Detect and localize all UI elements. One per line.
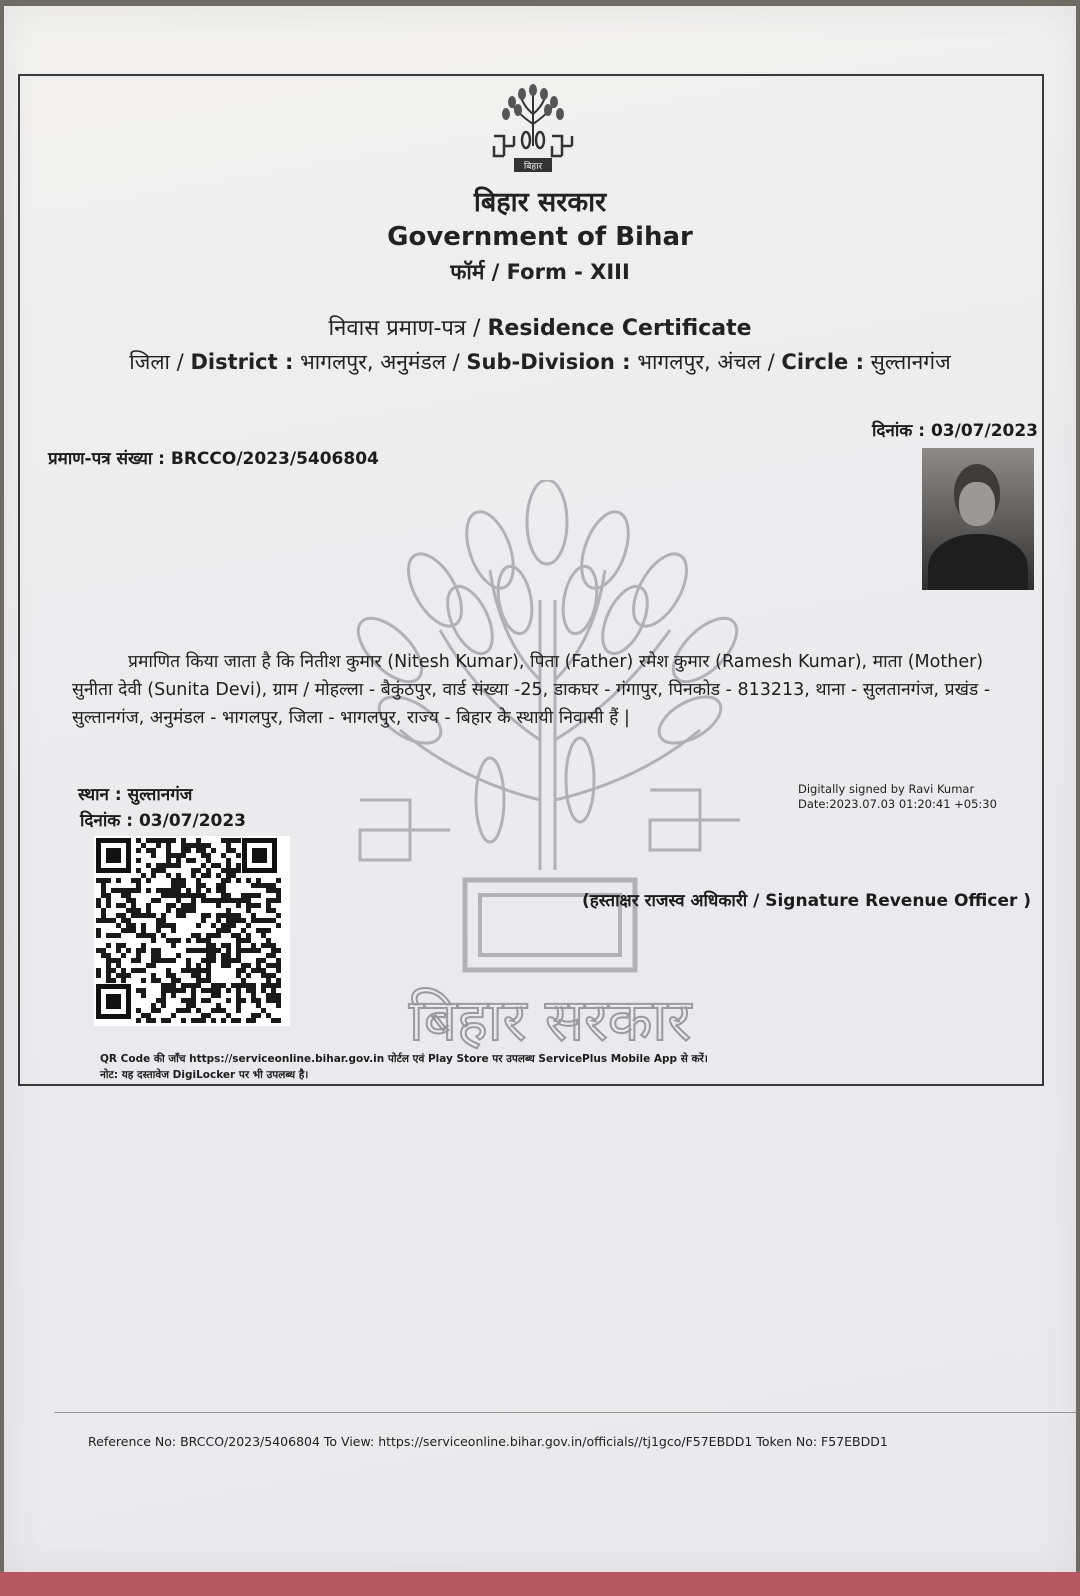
bodhi-tree-watermark-icon [340, 480, 760, 1070]
reference-line: Reference No: BRCCO/2023/5406804 To View: https://serviceonline.bihar.gov.in/officials//tj1gco/F57EBDD1 Token No: F57EBDD1 [88, 1434, 888, 1449]
certificate-title-hindi: निवास प्रमाण-पत्र / [328, 316, 481, 341]
signature-label: (हस्ताक्षर राजस्व अधिकारी / Signature Revenue Officer ) [582, 891, 1032, 911]
certificate-title-english: Residence Certificate [487, 316, 752, 341]
circle-label-hindi: अंचल / [717, 350, 775, 374]
emblem-label: बिहार [523, 162, 543, 172]
circle-value: सुल्तानगंज [870, 350, 951, 374]
background-surface [0, 1572, 1080, 1596]
qr-code-icon [94, 836, 290, 1026]
header-government-of-bihar: Government of Bihar [387, 222, 693, 252]
header-hindi-government: बिहार सरकार [473, 187, 607, 218]
qr-verification-note: QR Code की जाँच https://serviceonline.bihar.gov.in पोर्टल एवं Play Store पर उपलब्ध ServicePlus Mobile App से करें। [100, 1053, 708, 1065]
subdivision-label-english: Sub-Division : [466, 350, 631, 374]
district-value: भागलपुर, [300, 350, 374, 374]
footer-divider [54, 1412, 1076, 1413]
bihar-emblem-icon [488, 84, 578, 176]
circle-label-english: Circle : [781, 350, 864, 374]
certificate-number: प्रमाण-पत्र संख्या : BRCCO/2023/5406804 [48, 449, 379, 469]
district-label-hindi: जिला / [129, 350, 184, 374]
subdivision-label-hindi: अनुमंडल / [380, 350, 460, 374]
header-form-number: फॉर्म / Form - XIII [450, 260, 630, 284]
watermark-text: बिहार सरकार [408, 986, 692, 1054]
signed-date: Date:2023.07.03 01:20:41 +05:30 [798, 797, 997, 811]
district-line [0, 348, 1080, 376]
issue-date-bottom: दिनांक : 03/07/2023 [80, 811, 247, 831]
body-line-1: प्रमाणित किया जाता है कि नितीश कुमार (Nitesh Kumar), पिता (Father) रमेश कुमार (Ramesh Kumar), माता (Mother) [128, 652, 984, 672]
body-line-2: सुनीता देवी (Sunita Devi), ग्राम / मोहल्ला - बैकुंठपुर, वार्ड संख्या -25, डाकघर - गंगापुर, पिनकोड - 813213, थाना - सुलतानगंज, प्रखंड - [72, 680, 991, 700]
place: स्थान : सुल्तानगंज [78, 785, 193, 805]
signed-by: Digitally signed by Ravi Kumar [798, 782, 975, 796]
body-line-3: सुल्तानगंज, अनुमंडल - भागलपुर, जिला - भागलपुर, राज्य - बिहार के स्थायी निवासी हैं | [72, 708, 630, 728]
digilocker-note: नोट: यह दस्तावेज DigiLocker पर भी उपलब्ध है। [100, 1069, 309, 1081]
certificate-body [72, 648, 1032, 732]
subdivision-value: भागलपुर, [637, 350, 711, 374]
digital-signature-info [798, 782, 997, 812]
issue-date-top: दिनांक : 03/07/2023 [872, 421, 1039, 441]
applicant-photo [922, 448, 1034, 590]
district-label-english: District : [190, 350, 294, 374]
certificate-title [0, 312, 1080, 342]
